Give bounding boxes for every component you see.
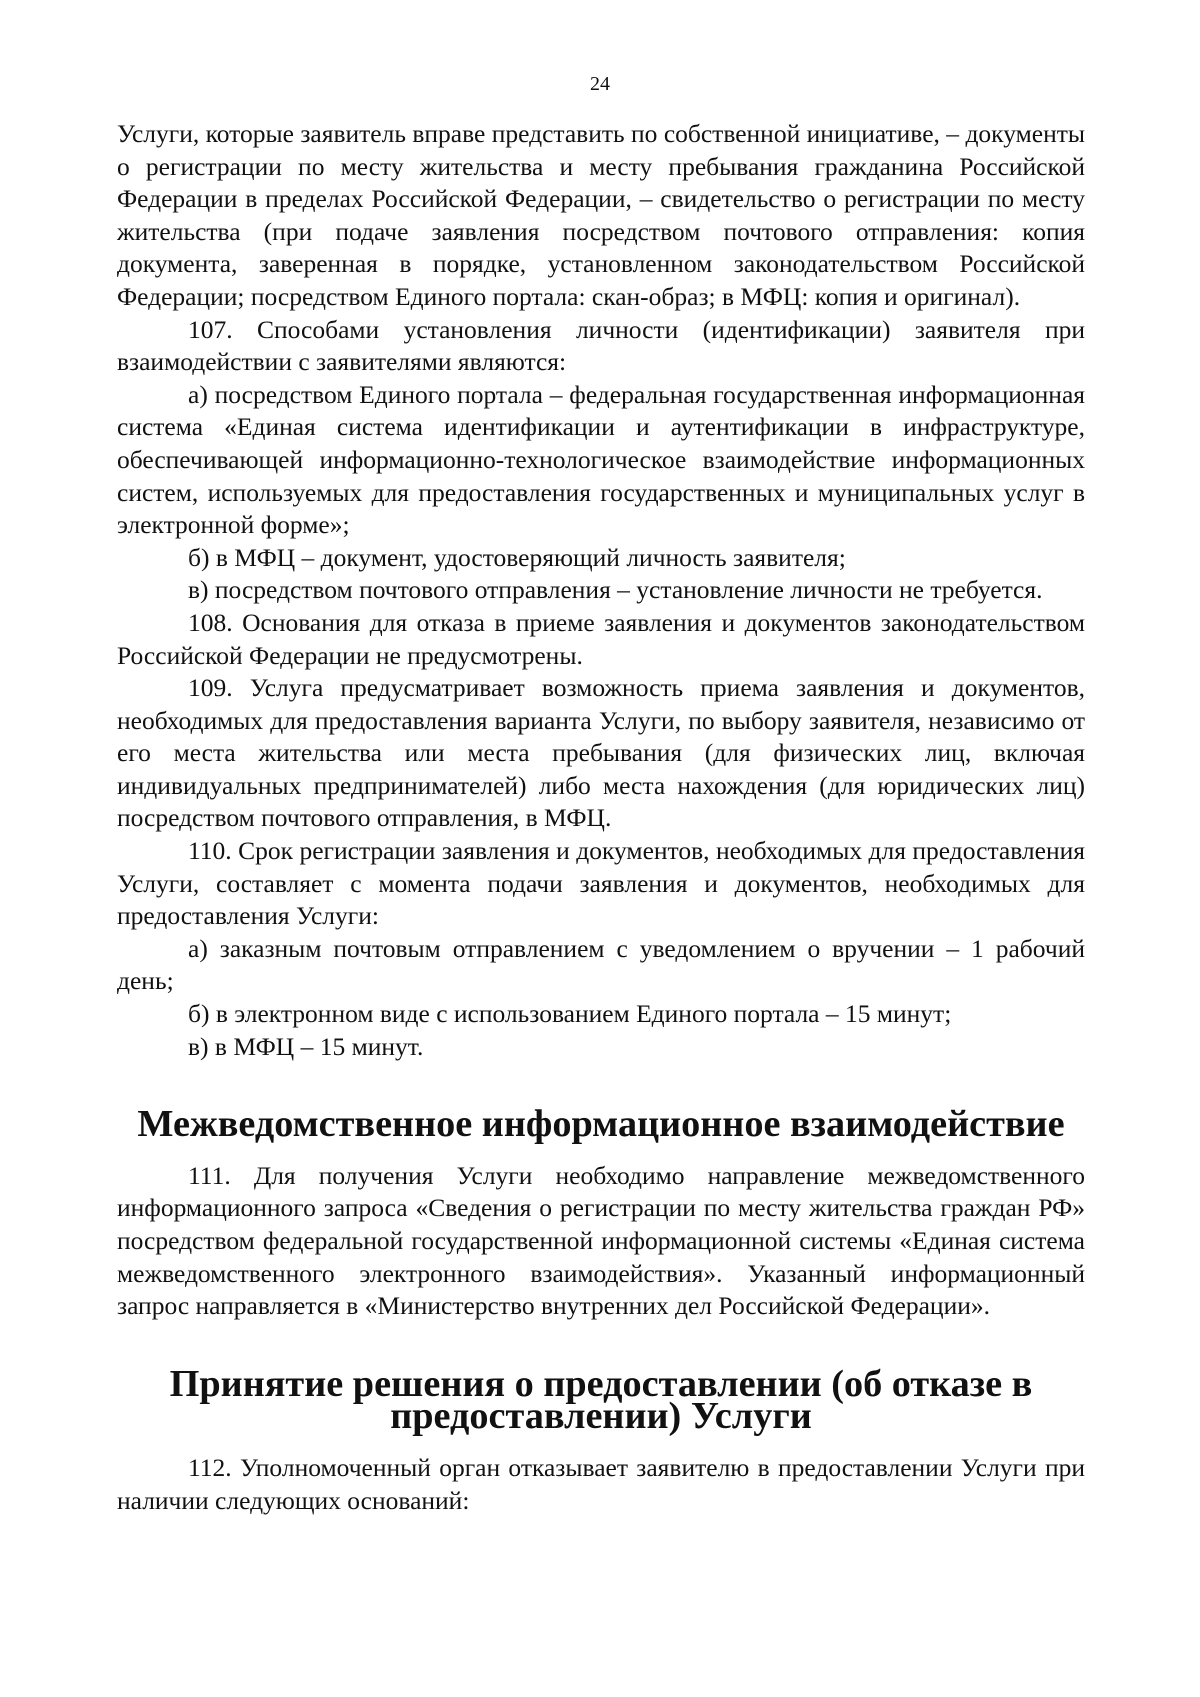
paragraph-109: 109. Услуга предусматривает возможность приема заявления и документов, необходимых для предоставления варианта Услуги, по выбору заявителя, независимо от его места жительства или места пребывания (для физических лиц, включая индивидуальных предпринимателей) либо места нахождения (для юридических лиц) посредством почтового отправления, в МФЦ. (117, 673, 1085, 833)
section-heading-interagency: Межведомственное информационное взаимодействие (137, 1103, 1065, 1146)
paragraph-107: 107. Способами установления личности (идентификации) заявителя при взаимодействии с заявителями являются: (117, 314, 1085, 377)
paragraph-111: 111. Для получения Услуги необходимо направление межведомственного информационного запроса «Сведения о регистрации по месту жительства граждан РФ» посредством федеральной государственной информационной системы «Единая система межведомственного электронного взаимодействия». Указанный информационный запрос направляется в «Министерство внутренних дел Российской Федерации». (117, 1160, 1085, 1321)
page-content (117, 118, 1085, 1517)
paragraph-110-c: в) в МФЦ – 15 минут. (188, 1031, 424, 1061)
section-heading-decision: Принятие решения о предоставлении (об отказе в предоставлении) Услуги (169, 1362, 1033, 1438)
paragraph-108: 108. Основания для отказа в приеме заявления и документов законодательством Российской Федерации не предусмотрены. (117, 607, 1085, 670)
paragraph-112: 112. Уполномоченный орган отказывает заявителю в предоставлении Услуги при наличии следующих оснований: (117, 1452, 1085, 1515)
paragraph-110-a: а) заказным почтовым отправлением с уведомлением о вручении – 1 рабочий день; (117, 933, 1085, 996)
page-number: 24 (590, 73, 610, 95)
paragraph-continued: Услуги, которые заявитель вправе представить по собственной инициативе, – документы о регистрации по месту жительства и месту пребывания гражданина Российской Федерации в пределах Российской Федерации, – свидетельство о регистрации по месту жительства (при подаче заявления посредством почтового отправления: копия документа, заверенная в порядке, установленном законодательством Российской Федерации; посредством Единого портала: скан-образ; в МФЦ: копия и оригинал). (117, 119, 1085, 311)
paragraph-110: 110. Срок регистрации заявления и документов, необходимых для предоставления Услуги, составляет с момента подачи заявления и документов, необходимых для предоставления Услуги: (117, 836, 1085, 931)
paragraph-110-b: б) в электронном виде с использованием Единого портала – 15 минут; (188, 999, 952, 1029)
paragraph-107-b: б) в МФЦ – документ, удостоверяющий личность заявителя; (188, 542, 846, 572)
paragraph-107-c: в) посредством почтового отправления – установление личности не требуется. (188, 575, 1043, 605)
paragraph-107-a: а) посредством Единого портала – федеральная государственная информационная система «Единая система идентификации и аутентификации в инфраструктуре, обеспечивающей информационно-технологическое взаимодействие информационных систем, используемых для предоставления государственных и муниципальных услуг в электронной форме»; (117, 379, 1085, 540)
